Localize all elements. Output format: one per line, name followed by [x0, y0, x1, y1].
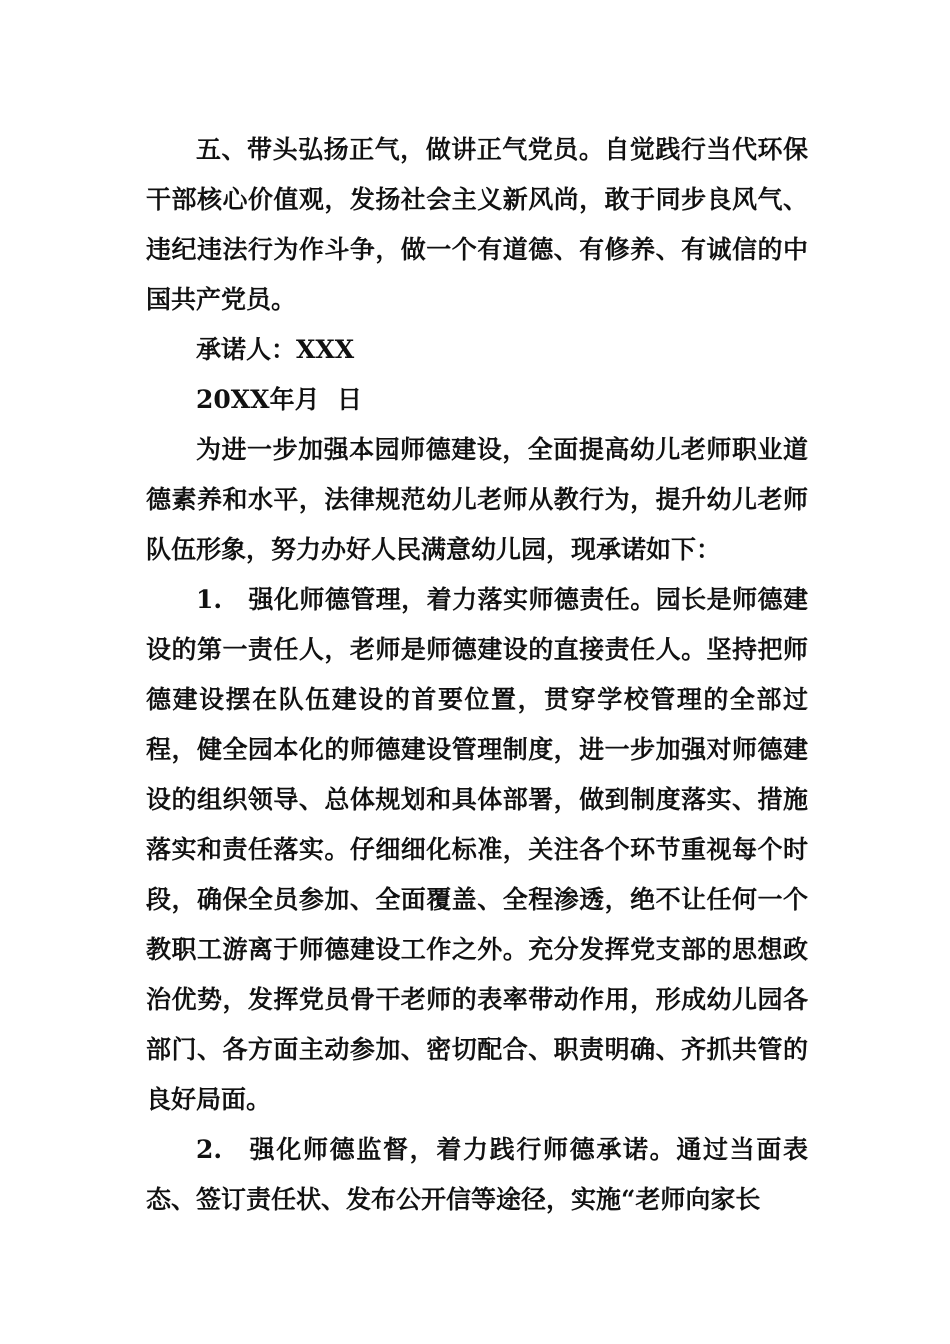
intro-paragraph: 为进一步加强本园师德建设，全面提高幼儿老师职业道德素养和水平，法律规范幼儿老师从教行为，提升幼儿老师队伍形象，努力办好人民满意幼儿园，现承诺如下：	[146, 435, 808, 564]
document-body	[146, 125, 808, 1225]
signature-label: 承诺人：XXX	[196, 335, 355, 364]
list-item-2	[146, 1125, 808, 1225]
list-item-1-text: 强化师德管理，着力落实师德责任。园长是师德建设的第一责任人，老师是师德建设的直接责任人。坚持把师德建设摆在队伍建设的首要位置，贯穿学校管理的全部过程，健全园本化的师德建设管理制度，进一步加强对师德建设的组织领导、总体规划和具体部署，做到制度落实、措施落实和责任落实。仔细细化标准，关注各个环节重视每个时段，确保全员参加、全面覆盖、全程渗透，绝不让任何一个教职工游离于师德建设工作之外。充分发挥党支部的思想政治优势，发挥党员骨干老师的表率带动作用，形成幼儿园各部门、各方面主动参加、密切配合、职责明确、齐抓共管的良好局面。	[146, 585, 808, 1114]
list-item-1-number: 1.	[196, 585, 223, 614]
signature-date: 20XX年月 日	[196, 385, 362, 414]
paragraph-five: 五、带头弘扬正气，做讲正气党员。自觉践行当代环保干部核心价值观，发扬社会主义新风尚，敢于同步良风气、违纪违法行为作斗争，做一个有道德、有修养、有诚信的中国共产党员。	[146, 135, 808, 314]
list-item-1	[146, 575, 808, 1125]
list-item-2-text: 强化师德监督，着力践行师德承诺。通过当面表态、签订责任状、发布公开信等途径，实施“老师向家长	[146, 1135, 808, 1214]
list-item-2-number: 2.	[196, 1135, 223, 1164]
